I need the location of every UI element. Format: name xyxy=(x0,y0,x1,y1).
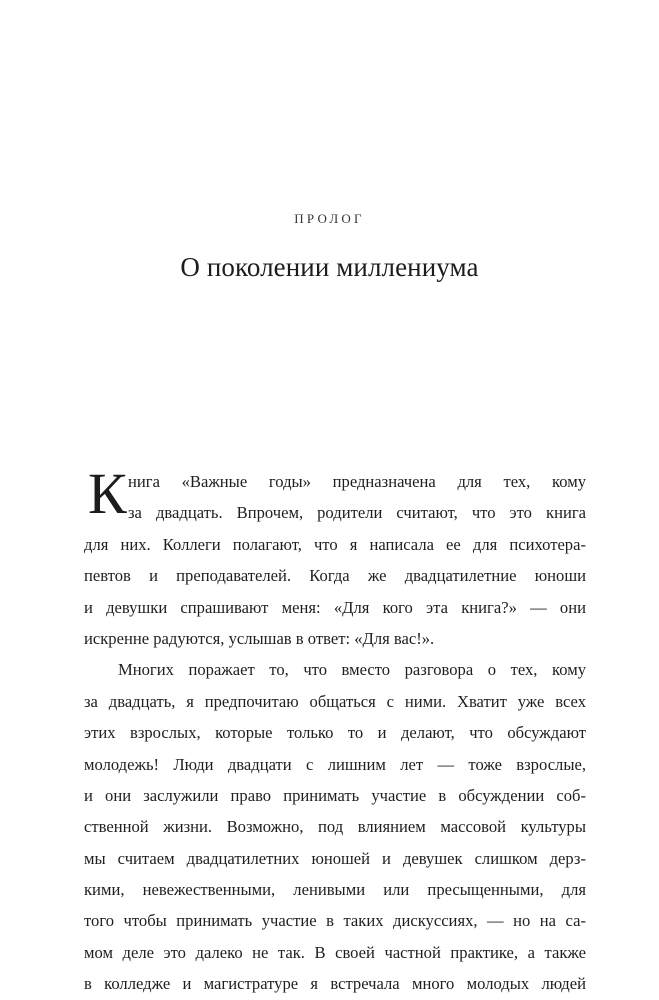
text-line: ственной жизни. Возможно, под влиянием массовой культуры xyxy=(84,817,586,837)
text-line: искренне радуются, услышав в ответ: «Для вас!». xyxy=(84,628,435,648)
text-line: в колледже и магистратуре я встречала много молодых людей xyxy=(84,974,586,994)
text-line: за двадцать, я предпочитаю общаться с ними. Хватит уже всех xyxy=(84,691,586,711)
text-line: этих взрослых, которые только то и делают, что обсуждают xyxy=(84,723,586,743)
text-line: певтов и преподавателей. Когда же двадцатилетние юноши xyxy=(84,566,586,586)
chapter-label: ПРОЛОГ xyxy=(294,211,365,226)
text-line: нига «Важные годы» предназначена для тех, кому xyxy=(128,472,586,491)
text-line: того чтобы принимать участие в таких дискуссиях, — но на са- xyxy=(84,911,586,931)
text-line: молодежь! Люди двадцати с лишним лет — тоже взрослые, xyxy=(84,754,586,774)
text-line: мом деле это далеко не так. В своей частной практике, а также xyxy=(84,942,586,962)
text-line: Многих поражает то, что вместо разговора о тех, кому xyxy=(118,660,586,680)
text-line: для них. Коллеги полагают, что я написала ее для психотера- xyxy=(84,534,586,554)
text-line: кими, невежественными, ленивыми или пресыщенными, для xyxy=(84,880,586,900)
text-line: мы считаем двадцатилетних юношей и девушек слишком дерз- xyxy=(84,848,586,868)
text-line: и девушки спрашивают меня: «Для кого эта книга?» — они xyxy=(84,597,586,617)
text-line: и они заслужили право принимать участие в обсуждении соб- xyxy=(84,785,586,805)
body-text xyxy=(84,461,586,1000)
chapter-title: О поколении миллениума xyxy=(180,252,479,282)
paragraph-2 xyxy=(84,654,586,999)
drop-cap: К xyxy=(88,461,127,526)
text-line: за двадцать. Впрочем, родители считают, что это книга xyxy=(128,503,586,523)
paragraph-1 xyxy=(84,461,586,654)
